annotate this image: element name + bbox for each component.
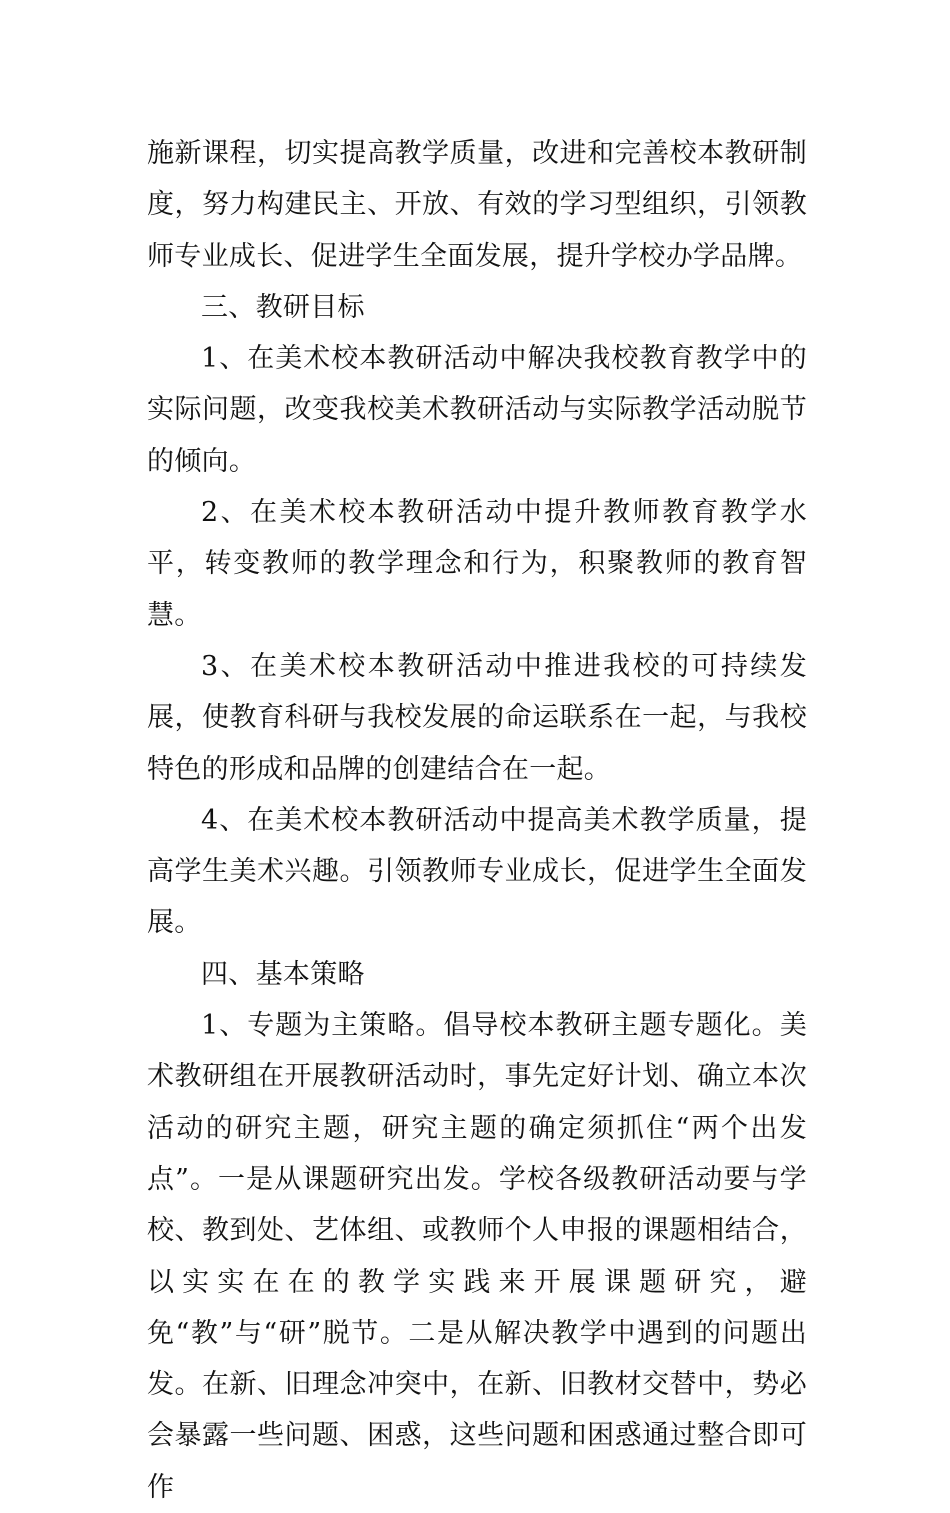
paragraph-intro-continuation: 施新课程，切实提高教学质量，改进和完善校本教研制度，努力构建民主、开放、有效的学习型组织，引领教师专业成长、促进学生全面发展，提升学校办学品牌。 xyxy=(147,138,807,272)
section-heading-research-goals: 三、教研目标 xyxy=(201,291,365,323)
goal-item-2: 2、在美术校本教研活动中提升教师教育教学水平，转变教师的教学理念和行为，积聚教师的教育智慧。 xyxy=(147,497,807,631)
goal-item-4: 4、在美术校本教研活动中提高美术教学质量，提高学生美术兴趣。引领教师专业成长，促进学生全面发展。 xyxy=(147,804,807,939)
goal-item-1: 1、在美术校本教研活动中解决我校教育教学中的实际问题，改变我校美术教研活动与实际教学活动脱节的倾向。 xyxy=(147,343,807,477)
goal-item-3: 3、在美术校本教研活动中推进我校的可持续发展，使教育科研与我校发展的命运联系在一起，与我校特色的形成和品牌的创建结合在一起。 xyxy=(147,650,807,785)
section-heading-basic-strategies: 四、基本策略 xyxy=(201,958,365,990)
strategy-item-1: 1、专题为主策略。倡导校本教研主题专题化。美术教研组在开展教研活动时，事先定好计划、确立本次活动的研究主题，研究主题的确定须抓住“两个出发点”。一是从课题研究出发。学校各级教研活动要与学校、教到处、艺体组、或教师个人申报的课题相结合，以实实在在的教学实践来开展课题研究，避免“教”与“研”脱节。二是从解决教学中遇到的问题出发。在新、旧理念冲突中，在新、旧教材交替中，势必会暴露一些问题、困惑，这些问题和困惑通过整合即可作 xyxy=(147,1010,807,1503)
document-body xyxy=(147,128,807,1513)
